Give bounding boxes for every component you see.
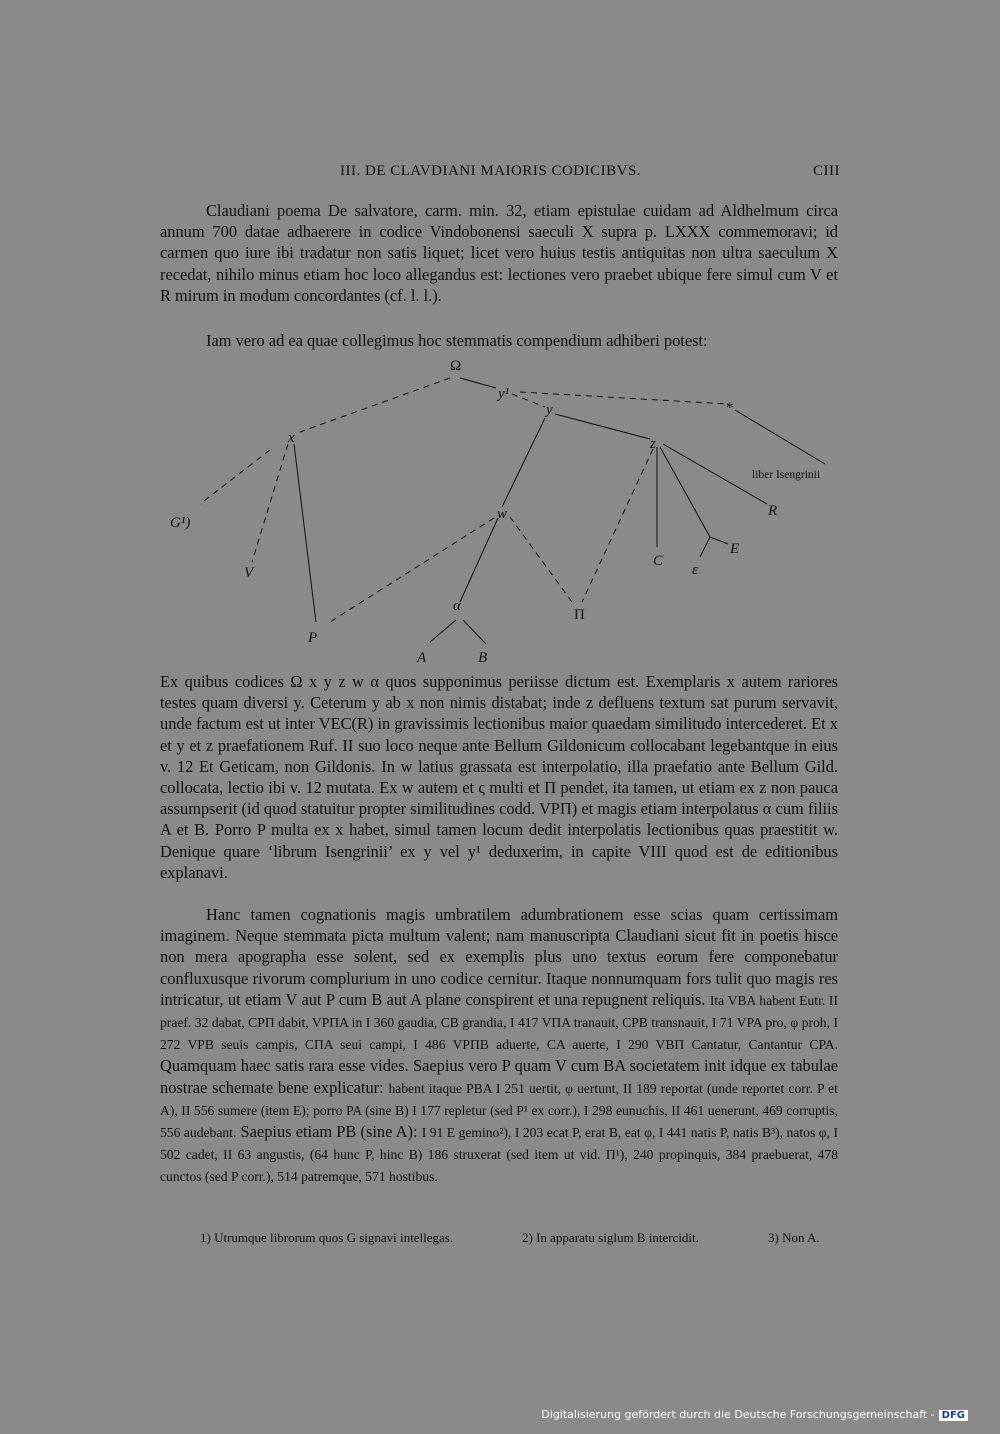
node-y1: y¹ [498,386,510,402]
edge-z-E-branch [660,447,710,537]
p4-main-text: Hanc tamen cognationis magis umbratilem adumbrationem esse scias quam certissimam imaginem. Neque stemmata picta multum valent; nam manuscripta Claudiani sicut fit in poetis hisce non mera apographa esse solent, sed ex exemplis plus uno textus eorum fere componebatur confluxusque rivorum complurium in uno codice cernitur. Itaque nonnumquam fors tulit quo magis res intricatur, ut etiam V aut P cum B aut A plane conspirent et una repugnent reliquis. [160,905,838,1009]
paragraph-contamination [160,904,838,1188]
p4-evidence-1: Ita VBA habent Eutr. II praef. 32 dabat, CPΠ dabit, VPΠA in I 360 gaudia, CB grandia, I 417 VΠA tranauit, CPB transnauit, I 71 VPA pro, φ proh, I 272 VPB seuis campis, CΠA seui campi, I 486 VPΠB aduerte, CA auerte, I 290 VBΠ Cantatur, Cantantur CPA. [160,992,838,1053]
running-header [160,163,840,185]
footnote-2: 2) In apparatu siglum B intercidit. [522,1230,699,1245]
node-epsilon: ε [692,562,698,578]
p4-evidence-3: I 91 E gemino²), I 203 ecat P, erat B, eat φ, I 441 natis P, natis B³), natos φ, I 502 cadet, II 63 angustis, (64 hunc P, hinc B) 186 struxerat (sed item ut vid. Π¹), 240 propinquis, 384 praebuerat, 478 cunctos (sed P corr.), 514 patremque, 571 hostibus. [160,1125,838,1185]
paragraph-stemma-intro: Iam vero ad ea quae collegimus hoc stemmatis compendium adhiberi potest: [206,331,708,350]
p4-mid-text-2: Saepius etiam PB (sine A): [240,1122,418,1142]
node-star: * [726,400,734,416]
edge-y1-y [512,394,545,407]
edge-branch-epsilon [700,537,710,557]
edge-w-Pi [510,517,572,602]
edge-branch-E [710,537,728,544]
edge-omega-x [300,378,450,432]
edge-w-P [330,518,494,622]
chapter-title: III. DE CLAVDIANI MAIORIS CODICIBVS. [340,163,642,179]
node-w: w [497,506,508,522]
node-P: P [308,630,318,646]
edge-x-V [252,444,288,562]
p4-mid-text: Quamquam haec satis rara esse vides. Saepius vero P quam V cum BA societatem init idque ex tabulae nostrae schemate bene explicatur: [160,1056,838,1097]
footnote-1: 1) Utrumque librorum quos G signavi intellegas. [200,1230,454,1245]
node-omega: Ω [450,358,462,374]
node-V: V [244,565,254,581]
node-isengrinii: liber Isengrinii [752,469,821,481]
edge-star-isengrinii [735,410,825,464]
edge-omega-y1 [460,378,496,388]
digitization-credit [541,1408,968,1424]
edge-x-G [200,450,270,504]
paragraph-stemma-explanation: Ex quibus codices Ω x y z w α quos supponimus periisse dictum est. Exemplaris x autem rariores testes quam diversi y. Ceterum y ab x non nimis distabat; inde z defluens textum sat purum servavit, unde factum est ut inter VEC(R) in gravissimis lectionibus maior quaedam similitudo intercederet. Et x et y et z praefationem Ruf. II suo loco neque ante Bellum Gildonicum collocabant legebantque in eius v. 12 Et Geticam, non Gildonis. In w latius grassata est interpolatio, illa praefatio ante Bellum Gild. collocata, lectio ibi v. 12 mutata. Ex w autem et ς multi et Π pendet, ita tamen, ut etiam ex z non pauca assumpserit (id quod statuitur propter similitudines codd. VPΠ) et magis etiam interpolatus α cum filiis A et B. Porro P multa ex x habet, simul tamen locum dedit interpolatis lectionibus quas praestitit w. Denique quare ‘librum Isengrinii’ ex y vel y¹ deduxerim, in capite VIII quod est de editionibus explanavi. [160,672,838,882]
node-Pi: Π [574,607,585,623]
edge-y-w [502,418,545,507]
node-E: E [730,541,740,557]
footnote-3: 3) Non A. [768,1230,820,1245]
node-alpha: α [453,598,461,614]
stemma-svg [160,352,850,672]
node-B: B [478,650,488,666]
edge-w-alpha [460,518,498,602]
node-R: R [768,503,778,519]
node-C: C [653,553,664,569]
edge-y-z [555,414,650,439]
edge-alpha-B [463,620,486,644]
node-y: y [546,402,553,418]
node-G: G¹) [170,515,191,531]
node-A: A [417,650,427,666]
stemma-diagram [160,352,850,672]
edge-x-P [294,444,316,622]
page-number: CIII [813,163,840,179]
dfg-logo: DFG [939,1410,968,1421]
node-z: z [650,436,656,452]
edge-z-Pi [582,449,653,602]
p4-evidence-2: habent itaque PBA I 251 uertit, φ uertunt, II 189 reportat (unde reportet corr. P et A), II 556 sumere (item E); porro PA (sine B) I 177 repletur (sed P¹ ex corr.), I 298 eunuchis, II 461 uenerunt, 469 corruptis, 556 audebant. [160,1080,838,1141]
paragraph-salvatore: Claudiani poema De salvatore, carm. min. 32, etiam epistulae cuidam ad Aldhelmum circa annum 700 datae adhaerere in codice Vindobonensi saeculi X supra p. LXXX commemoravi; id carmen quo iure ibi tradatur non satis liquet; licet vero huius testis antiquitas non ultra saeculum X recedat, nihilo minus etiam hoc loco allegandus est: lectiones vero praebet ubique fere simul cum V et R mirum in modum concordantes (cf. l. l.). [160,201,838,305]
edge-alpha-A [430,620,456,642]
credit-text: Digitalisierung gefördert durch die Deutsche Forschungsgemeinschaft - [541,1408,935,1421]
node-x: x [288,430,295,446]
